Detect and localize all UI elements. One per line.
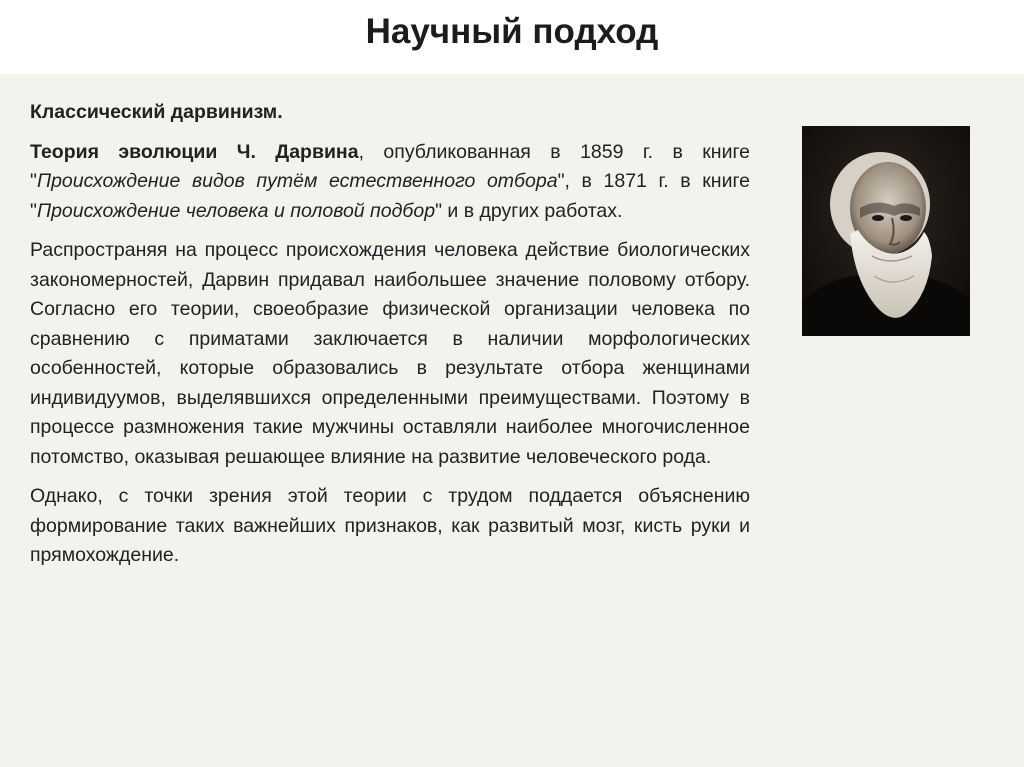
slide-body <box>30 98 750 581</box>
paragraph-1-text-2: ", в 1871 г. в книге " <box>30 170 750 222</box>
slide-title: Научный подход <box>365 12 659 51</box>
paragraph-1-text-3: " и в других работах. <box>435 199 623 222</box>
paragraph-2: Распространяя на процесс происхождения человека действие биологических закономерностей, Дарвин придавал наибольшее значение половому отбору. Согласно его теории, своеобразие физической организации человека по сравнению с приматами заключается в наличии морфологических особенностей, которые образовались в результате отбора женщинами индивидуумов, выделявшихся определенными преимуществами. Поэтому в процессе размножения такие мужчины оставляли наиболее многочисленное потомство, оказывая решающее влияние на развитие человеческого рода. <box>30 239 750 468</box>
paragraph-1-bold: Теория эволюции Ч. Дарвина <box>30 140 359 163</box>
subheading: Классический дарвинизм. <box>30 101 283 123</box>
portrait-drawing <box>802 126 970 336</box>
book-title-origin-of-species: Происхождение видов путём естественного отбора <box>36 170 558 192</box>
book-title-descent-of-man: Происхождение человека и половой подбор <box>36 199 436 222</box>
paragraph-3: Однако, с точки зрения этой теории с трудом поддается объяснению формирование таких важнейших признаков, как развитый мозг, кисть руки и прямохождение. <box>30 485 750 566</box>
paragraph-1 <box>30 138 750 227</box>
paragraph-1-text-1: , опубликованная в 1859 г. в книге " <box>30 140 750 192</box>
darwin-portrait <box>802 126 970 336</box>
